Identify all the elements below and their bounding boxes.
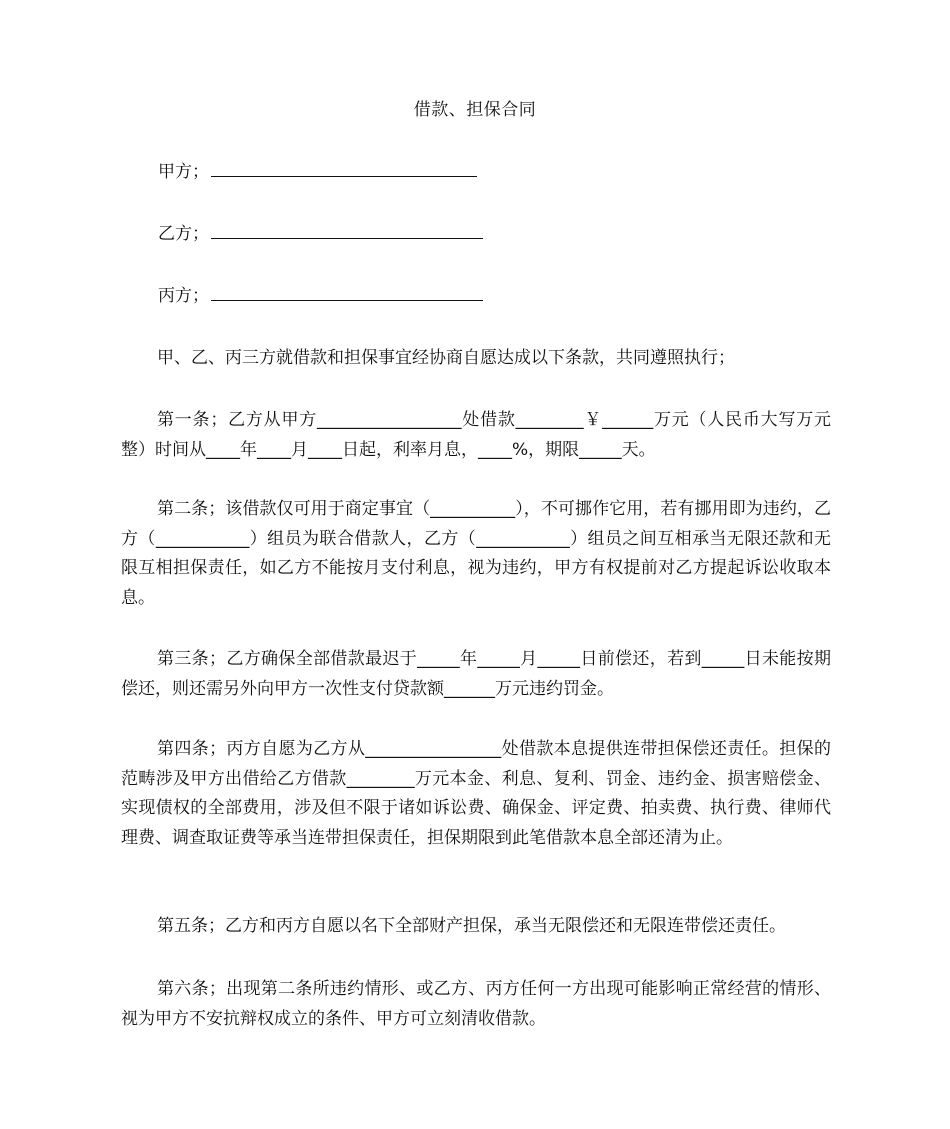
intro-paragraph: 甲、乙、丙三方就借款和担保事宜经协商自愿达成以下条款，共同遵照执行； (157, 348, 735, 368)
article-3: 第三条；乙方确保全部借款最迟于_____年_____月_____日前偿还，若到_____日未能按期偿还，则还需另外向甲方一次性支付贷款额______万元违约罚金。 (121, 649, 831, 699)
party-c-line (158, 282, 483, 310)
article-5: 第五条；乙方和丙方自愿以名下全部财产担保，承当无限偿还和无限连带偿还责任。 (157, 916, 786, 936)
article-1: 第一条；乙方从甲方_________________处借款________￥______万元（人民币大写万元整）时间从____年____月____日起，利率月息，____%，期限_____天。 (121, 410, 831, 460)
document-title: 借款、担保合同 (413, 100, 537, 120)
party-a-line (158, 158, 477, 186)
party-c-label: 丙方； (158, 286, 209, 306)
party-a-label: 甲方； (158, 162, 209, 182)
article-4: 第四条；丙方自愿为乙方从________________处借款本息提供连带担保偿还责任。担保的范畴涉及甲方出借给乙方借款________万元本金、利息、复利、罚金、违约金、损害赔偿金、实现债权的全部费用，涉及但不限于诸如诉讼费、确保金、评定费、拍卖费、执行费、律师代理费、调查取证费等承当连带担保责任，担保期限到此笔借款本息全部还清为止。 (121, 739, 831, 848)
party-a-blank (211, 158, 477, 177)
party-b-line (158, 220, 483, 248)
party-b-label: 乙方； (158, 224, 209, 244)
party-c-blank (211, 282, 483, 301)
party-b-blank (211, 220, 483, 239)
article-2: 第二条；该借款仅可用于商定事宜（__________），不可挪作它用，若有挪用即为违约，乙方（___________）组员为联合借款人，乙方（___________）组员之间互相承当无限还款和无限互相担保责任，如乙方不能按月支付利息，视为违约，甲方有权提前对乙方提起诉讼收取本息。 (121, 499, 831, 608)
article-6: 第六条；出现第二条所违约情形、或乙方、丙方任何一方出现可能影响正常经营的情形、视为甲方不安抗辩权成立的条件、甲方可立刻清收借款。 (121, 979, 831, 1029)
